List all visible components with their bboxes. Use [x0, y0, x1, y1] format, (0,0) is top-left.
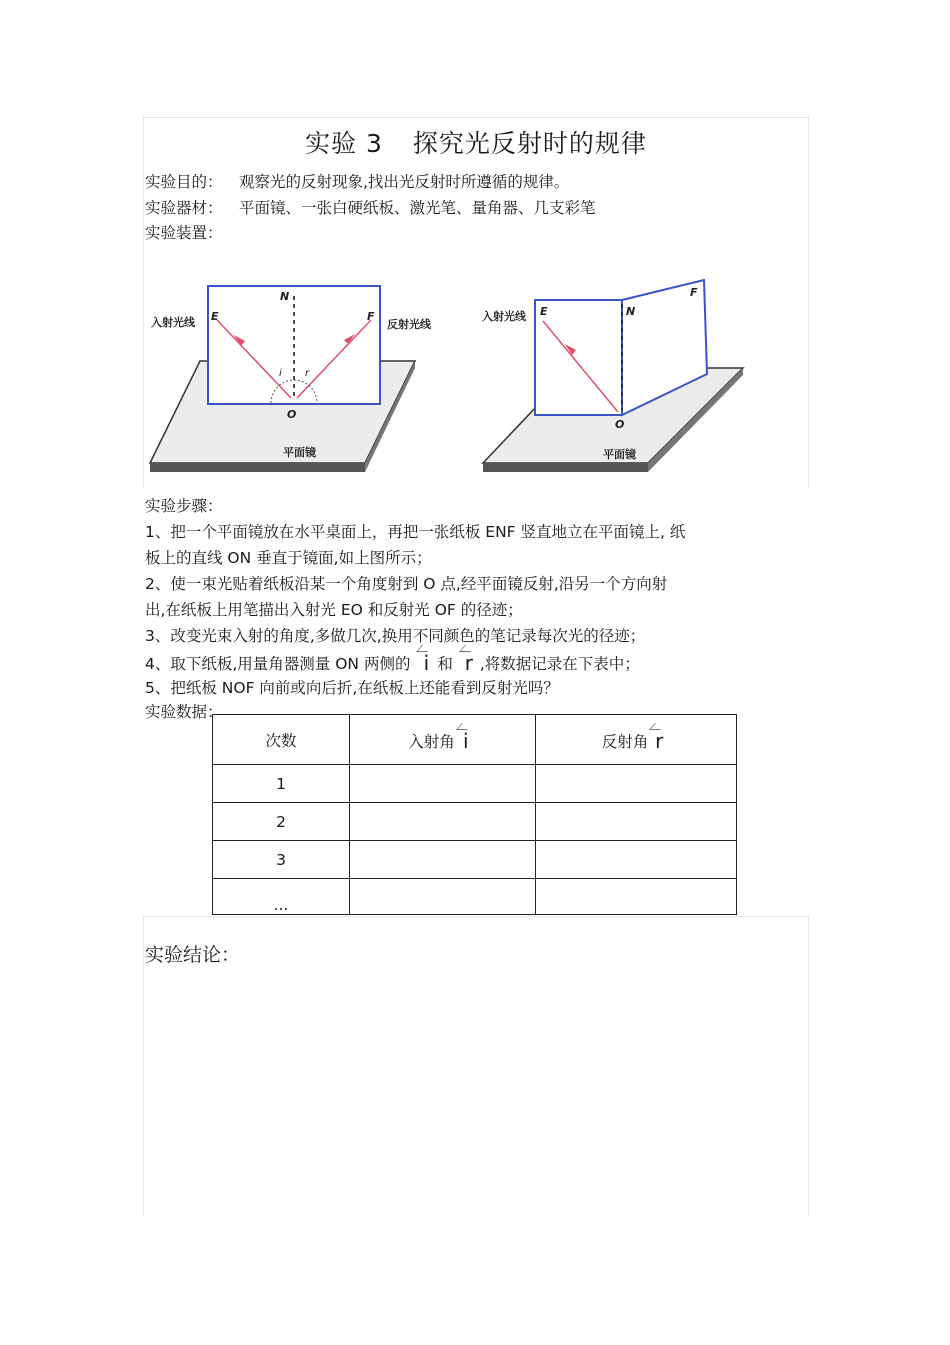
data-table — [212, 714, 737, 915]
label-e: E — [211, 310, 219, 323]
row-index: 2 — [213, 803, 350, 841]
step-1a: 1、把一个平面镜放在水平桌面上，再把一张纸板 ENF 竖直地立在平面镜上, 纸 — [145, 523, 686, 541]
steps-label: 实验步骤： — [145, 497, 223, 515]
incident-cell[interactable] — [350, 841, 536, 879]
table-row — [213, 803, 737, 841]
label-o: O — [615, 418, 625, 431]
page-title: 实验 3 探究光反射时的规律 — [305, 129, 647, 158]
incident-cell[interactable] — [350, 765, 536, 803]
angle-r-symbol: r — [458, 650, 480, 674]
header-incident: 入射角 i — [350, 715, 536, 765]
label-f: F — [690, 286, 698, 299]
mirror-front-edge — [483, 463, 648, 472]
reflect-cell[interactable] — [536, 879, 737, 915]
label-n: N — [280, 290, 290, 303]
row-index: ... — [213, 879, 350, 915]
figure-folded-board — [478, 258, 768, 483]
row-index: 1 — [213, 765, 350, 803]
reflect-cell[interactable] — [536, 765, 737, 803]
label-r: r — [305, 368, 310, 379]
reflect-cell[interactable] — [536, 803, 737, 841]
purpose-line: 实验目的： 观察光的反射现象,找出光反射时所遵循的规律。 — [145, 173, 570, 191]
label-f: F — [367, 310, 375, 323]
apparatus-label: 实验装置： — [145, 224, 223, 242]
board-half-e — [535, 300, 622, 415]
header-reflect: 反射角 r — [536, 715, 737, 765]
reflected-ray-label: 反射光线 — [387, 318, 431, 331]
conclusion-frame — [143, 916, 809, 1217]
label-o: O — [287, 408, 297, 421]
incident-cell[interactable] — [350, 879, 536, 915]
incident-ray-label: 入射光线 — [151, 316, 195, 329]
label-n: N — [626, 305, 636, 318]
incident-cell[interactable] — [350, 803, 536, 841]
label-e: E — [540, 305, 548, 318]
step-1b: 板上的直线 ON 垂直于镜面,如上图所示； — [145, 549, 432, 567]
conclusion-label: 实验结论： — [145, 944, 241, 966]
step-2a: 2、使一束光贴着纸板沿某一个角度射到 O 点,经平面镜反射,沿另一个方向射 — [145, 575, 668, 593]
table-header-row — [213, 715, 737, 765]
table-row — [213, 879, 737, 915]
data-label: 实验数据： — [145, 703, 223, 721]
step-2b: 出,在纸板上用笔描出入射光 EO 和反射光 OF 的径迹； — [145, 601, 523, 619]
mirror-label: 平面镜 — [283, 446, 316, 459]
reflect-cell[interactable] — [536, 841, 737, 879]
mirror-label: 平面镜 — [603, 448, 636, 461]
materials-line: 实验器材： 平面镜、一张白硬纸板、激光笔、量角器、几支彩笔 — [145, 199, 596, 217]
row-index: 3 — [213, 841, 350, 879]
header-count: 次数 — [213, 715, 350, 765]
table-row — [213, 765, 737, 803]
step-4: 4、取下纸板,用量角器测量 ON 两侧的 i 和 r ,将数据记录在下表中； — [145, 651, 640, 675]
figure-upright-board — [145, 258, 435, 483]
step-5: 5、把纸板 NOF 向前或向后折,在纸板上还能看到反射光吗？ — [145, 679, 559, 697]
incident-ray-label: 入射光线 — [482, 310, 526, 323]
mirror-front-edge — [150, 463, 365, 472]
angle-i-symbol: i — [415, 650, 437, 674]
step-3: 3、改变光束入射的角度,多做几次,换用不同颜色的笔记录每次光的径迹； — [145, 627, 646, 645]
label-i: i — [279, 368, 282, 379]
table-row — [213, 841, 737, 879]
